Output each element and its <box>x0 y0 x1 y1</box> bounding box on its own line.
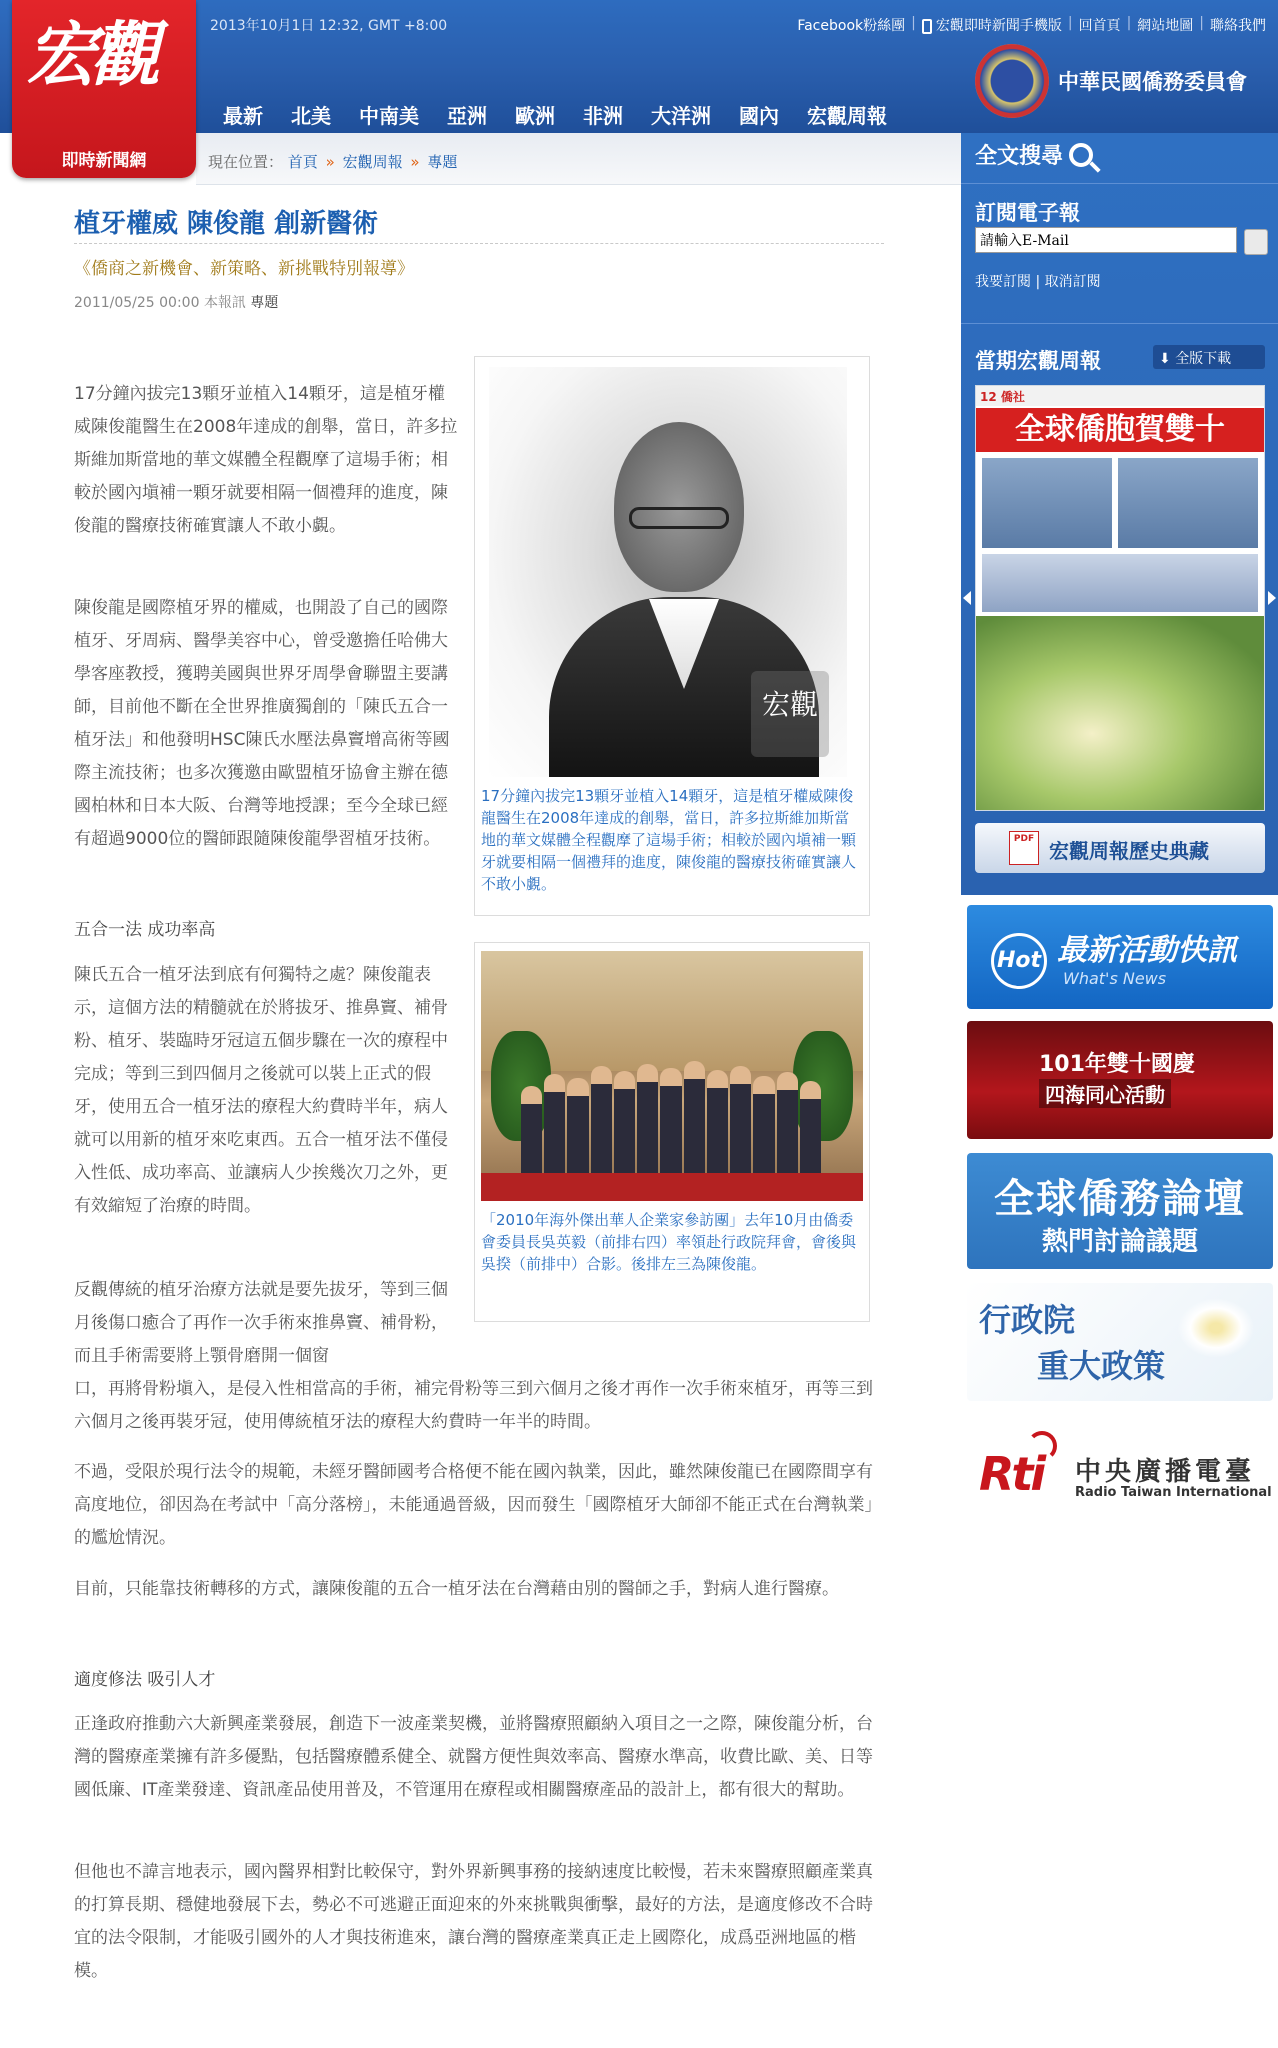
divider: | <box>1067 15 1073 31</box>
org-name[interactable]: 中華民國僑務委員會 <box>1058 70 1247 94</box>
portrait-photo[interactable] <box>489 367 847 777</box>
blossom-icon <box>1171 1293 1261 1363</box>
divider: | <box>1035 274 1045 290</box>
article-paragraph: 正逢政府推動六大新興產業發展，創造下一波產業契機，並將醫療照顧納入項目之一之際，陳俊龍分析，台灣的醫療產業擁有許多優點，包括醫療體系健全、就醫方便性與效率高、醫療水準高，收費比歐、美、日等國低廉、IT產業發達、資訊產品使用普及，不管運用在療程或相關醫療產品的設計上，都有很大的幫助。 <box>74 1714 873 1800</box>
article-subtitle: 《僑商之新機會、新策略、新挑戰特別報導》 <box>74 259 414 279</box>
article-date: 2011/05/25 00:00 本報訊 <box>74 295 246 311</box>
article-title: 植牙權威 陳俊龍 創新醫術 <box>74 209 379 239</box>
sitemap-link[interactable]: 網站地圖 <box>1137 18 1194 34</box>
banner-subtitle: 熱門討論議題 <box>1041 1227 1198 1257</box>
figure-caption: 17分鐘內拔完13顆牙並植入14顆牙，這是植牙權威陳俊龍醫生在2008年達成的創舉，當日，許多拉斯維加斯當地的華文媒體全程觀摩了這場手術；相較於國內塡補一顆牙就要相隔一個禮拜的進度，陳俊龍的醫療技術確實讓人不敢小覷。 <box>481 787 857 893</box>
photo-carpet <box>481 1173 863 1201</box>
group-photo[interactable] <box>481 951 863 1201</box>
breadcrumb <box>208 151 457 172</box>
divider: | <box>1126 15 1132 31</box>
rti-logo: Rti <box>979 1447 1044 1501</box>
breadcrumb-bar <box>196 133 961 185</box>
title-divider <box>74 243 884 244</box>
figure-group <box>474 942 870 1322</box>
breadcrumb-weekly[interactable]: 宏觀周報 <box>342 153 403 171</box>
logo-main-text: 宏觀 <box>26 13 154 96</box>
mobile-link[interactable]: 宏觀即時新聞手機版 <box>922 15 1062 35</box>
banner-title: 101年雙十國慶 <box>1039 1052 1195 1077</box>
rti-banner[interactable] <box>967 1413 1273 1513</box>
breadcrumb-feature[interactable]: 專題 <box>427 153 458 171</box>
main-nav <box>223 100 887 129</box>
download-button[interactable]: ⬇ 全版下載 <box>1153 345 1265 369</box>
breadcrumb-prefix: 現在位置： <box>208 153 284 171</box>
current-datetime: 2013年10月1日 12:32, GMT +8:00 <box>210 18 448 34</box>
divider <box>961 323 1278 324</box>
ocac-emblem-icon[interactable] <box>975 44 1049 118</box>
divider: | <box>911 15 916 31</box>
subscribe-submit-button[interactable] <box>1244 229 1268 255</box>
nav-oceania[interactable]: 大洋洲 <box>651 104 711 128</box>
portrait-glasses <box>629 507 729 529</box>
rti-english-name: Radio Taiwan International <box>1075 1485 1272 1500</box>
home-link[interactable]: 回首頁 <box>1078 18 1121 34</box>
nav-africa[interactable]: 非洲 <box>583 104 623 128</box>
fulltext-search-button[interactable] <box>975 139 1093 170</box>
unsubscribe-link[interactable]: 取消訂閱 <box>1044 274 1101 290</box>
subscribe-link[interactable]: 我要訂閱 <box>975 274 1031 290</box>
weekly-cover[interactable] <box>975 385 1265 811</box>
archive-label: 宏觀周報歷史典藏 <box>1049 839 1209 863</box>
banner-subtitle: 重大政策 <box>1037 1347 1166 1385</box>
divider <box>961 183 1278 184</box>
hot-badge-icon: Hot <box>991 933 1047 989</box>
contact-link[interactable]: 聯絡我們 <box>1210 18 1266 34</box>
article-paragraph: 17分鐘內拔完13顆牙並植入14顆牙，這是植牙權威陳俊龍醫生在2008年達成的創舉，當日，許多拉斯維加斯當地的華文媒體全程觀摩了這場手術；相較於國內塡補一顆牙就要相隔一個禮拜的進度，陳俊龍的醫療技術確實讓人不敢小覷。 <box>74 384 458 536</box>
article-section: 專題 <box>250 295 279 311</box>
weekly-title: 當期宏觀周報 <box>975 349 1101 373</box>
figure-caption: 「2010年海外傑出華人企業家參訪團」去年10月由僑委會委員長吳英毅（前排右四）率領赴行政院拜會，會後與吳揆（前排中）合影。後排左三為陳俊龍。 <box>481 1211 857 1273</box>
forum-banner[interactable] <box>967 1153 1273 1269</box>
article-paragraph: 但他也不諱言地表示，國內醫界相對比較保守，對外界新興事務的接納速度比較慢，若未來醫療照顧產業真的打算長期、穩健地發展下去，勢必不可逃避正面迎來的外來挑戰與衝擊，最好的方法，是適度修改不合時宜的法令限制，才能吸引國外的人才與技術進來，讓台灣的醫療產業真正走上國際化，成爲亞洲地區的楷模。 <box>74 1862 873 1981</box>
rti-name: 中央廣播電臺 <box>1075 1457 1256 1487</box>
national-day-banner[interactable] <box>967 1021 1273 1139</box>
banner-title: 最新活動快訊 <box>1057 933 1237 968</box>
article-paragraph: 陳氏五合一植牙法到底有何獨特之處？陳俊龍表示，這個方法的精髓就在於將拔牙、推鼻竇、補骨粉、植牙、裝臨時牙冠這五個步驟在一次的療程中完成；等到三到四個月之後就可以裝上正式的假牙，使用五合一植牙法的療程大約費時半年，病人就可以用新的植牙來吃東西。五合一植牙法不僅侵入性低、成功率高、並讓病人少挨幾次刀之外，更有效縮短了治療的時間。 <box>74 965 448 1216</box>
newspaper-photo <box>982 554 1258 612</box>
subscribe-title: 訂閱電子報 <box>975 201 1080 225</box>
breadcrumb-home[interactable]: 首頁 <box>287 153 318 171</box>
article-meta <box>74 292 278 312</box>
newspaper-photo <box>982 458 1112 548</box>
email-field[interactable] <box>975 227 1237 253</box>
subscribe-links <box>975 271 1101 291</box>
phone-icon <box>922 19 932 34</box>
breadcrumb-arrow-icon: » <box>325 153 335 171</box>
breadcrumb-arrow-icon: » <box>410 153 420 171</box>
article-paragraph: 反觀傳統的植牙治療方法就是要先拔牙，等到三個月後傷口癒合了再作一次手術來推鼻竇、補骨粉，而且手術需要將上顎骨磨開一個窗 <box>74 1280 448 1366</box>
newspaper-flower-photo <box>976 616 1265 811</box>
nav-europe[interactable]: 歐洲 <box>515 104 555 128</box>
whats-news-banner[interactable] <box>967 905 1273 1009</box>
banner-title: 全球僑務論壇 <box>994 1176 1246 1222</box>
nav-latest[interactable]: 最新 <box>223 104 263 128</box>
nav-latin-america[interactable]: 中南美 <box>359 104 419 128</box>
section-heading: 適度修法 吸引人才 <box>74 1670 216 1690</box>
site-logo[interactable] <box>12 0 196 178</box>
section-heading: 五合一法 成功率高 <box>74 920 216 940</box>
facebook-link[interactable]: Facebook粉絲團 <box>797 18 906 34</box>
download-icon: ⬇ <box>1159 351 1176 367</box>
nav-asia[interactable]: 亞洲 <box>447 104 487 128</box>
search-icon <box>1069 143 1093 167</box>
article-paragraph: 口，再將骨粉塡入，是侵入性相當高的手術，補完骨粉等三到六個月之後才再作一次手術來植牙，再等三到六個月之後再裝牙冠，使用傳統植牙法的療程大約費時一年半的時間。 <box>74 1379 873 1432</box>
logo-sub-text: 即時新聞網 <box>61 151 147 171</box>
newspaper-photo <box>1118 458 1258 548</box>
banner-subtitle: 四海同心活動 <box>1039 1079 1171 1108</box>
search-label: 全文搜尋 <box>975 144 1064 169</box>
watermark-logo: 宏觀 <box>751 671 829 757</box>
nav-weekly[interactable]: 宏觀周報 <box>807 104 887 128</box>
article-paragraph: 陳俊龍是國際植牙界的權威，也開設了自己的國際植牙、牙周病、醫學美容中心，曾受邀擔任哈佛大學客座教授，獲聘美國與世界牙周學會聯盟主要講師，目前他不斷在全世界推廣獨創的「陳氏五合一植牙法」和他發明HSC陳氏水壓法鼻竇增高術等國際主流技術；也多次獲邀由歐盟植牙協會主辦在德國柏林和日本大阪、台灣等地授課；至今全球已經有超過9000位的醫師跟隨陳俊龍學習植牙技術。 <box>74 598 450 849</box>
banner-title: 行政院 <box>979 1301 1076 1339</box>
nav-domestic[interactable]: 國內 <box>739 104 779 128</box>
newspaper-headline: 全球僑胞賀雙十 <box>976 408 1264 452</box>
divider: | <box>1199 15 1204 31</box>
pdf-icon: PDF <box>1009 831 1039 865</box>
top-links <box>797 15 1266 35</box>
article-paragraph: 目前，只能靠技術轉移的方式，讓陳俊龍的五合一植牙法在台灣藉由別的醫師之手，對病人進行醫療。 <box>74 1579 839 1599</box>
newspaper-page-label: 12 僑社 <box>976 386 1264 406</box>
article-paragraph: 不過，受限於現行法令的規範，未經牙醫師國考合格便不能在國內執業，因此，雖然陳俊龍已在國際間享有高度地位，卻因為在考試中「高分落榜」，未能通過晉級，因而發生「國際植牙大師卻不能正式在台灣執業」的尷尬情況。 <box>74 1462 873 1548</box>
policy-banner[interactable] <box>967 1283 1273 1401</box>
sidebar <box>961 133 1278 1523</box>
prev-arrow-icon[interactable] <box>963 591 971 605</box>
sidebar-panel <box>961 133 1278 895</box>
weekly-archive-button[interactable] <box>975 823 1265 873</box>
nav-north-america[interactable]: 北美 <box>291 104 331 128</box>
figure-portrait <box>474 356 870 916</box>
next-arrow-icon[interactable] <box>1268 591 1276 605</box>
banner-subtitle: What's News <box>1063 969 1167 988</box>
